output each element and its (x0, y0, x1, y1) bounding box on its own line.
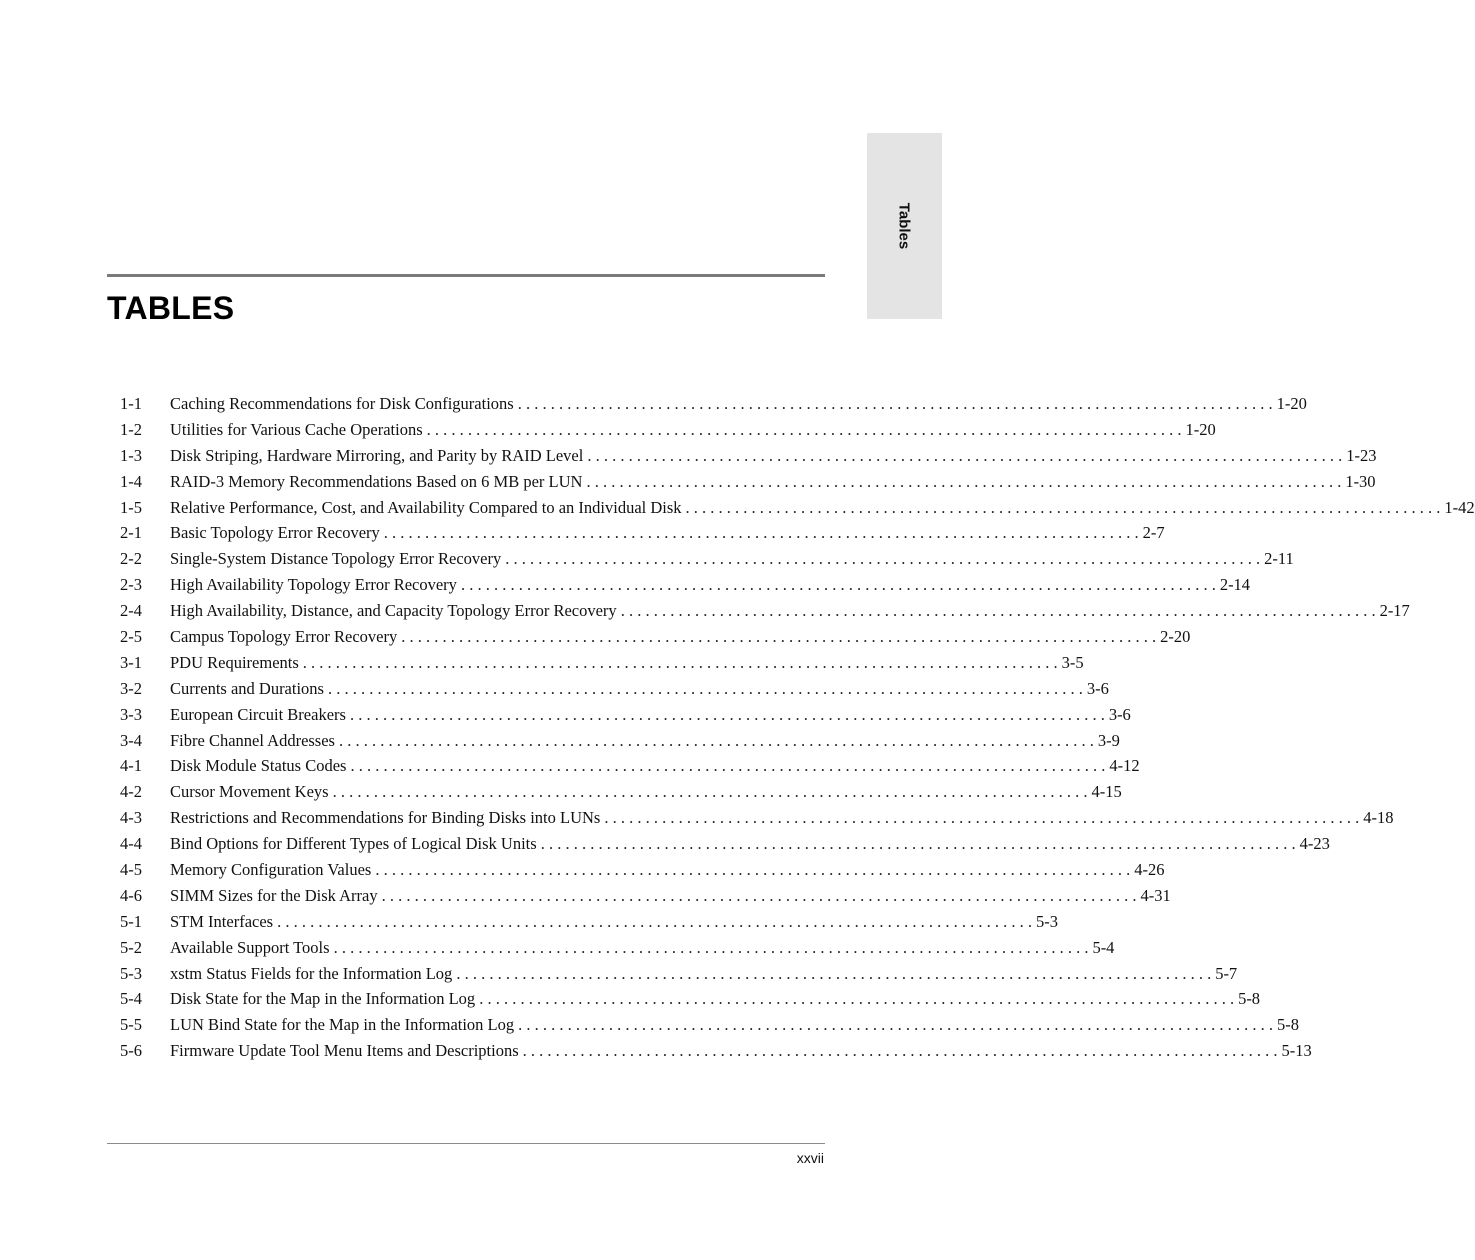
page-number: xxvii (796, 1150, 824, 1166)
toc-entry-title: Memory Configuration Values (170, 860, 372, 880)
toc-entry-page: 2-17 (1379, 601, 1410, 621)
dot-leader (456, 964, 1211, 984)
dot-leader (518, 394, 1273, 414)
dot-leader (277, 912, 1032, 932)
toc-entry[interactable] (120, 730, 1120, 757)
toc-entry-title: Basic Topology Error Recovery (170, 523, 380, 543)
toc-entry-title: High Availability, Distance, and Capacity Topology Error Recovery (170, 601, 617, 621)
toc-entry[interactable] (120, 1015, 1300, 1041)
toc-entry[interactable] (120, 808, 1394, 834)
dot-leader (382, 886, 1137, 906)
dot-leader (604, 808, 1359, 828)
toc-entry-number: 3-2 (120, 678, 142, 698)
dot-leader (384, 523, 1139, 543)
toc-entry-number: 1-4 (120, 471, 142, 491)
toc-entry-page: 2-11 (1264, 549, 1294, 569)
section-side-tab[interactable] (867, 133, 942, 319)
toc-entry-number: 3-1 (120, 652, 142, 672)
dot-leader (587, 446, 1342, 466)
toc-entry[interactable] (120, 756, 1140, 782)
toc-entry[interactable] (120, 704, 1131, 731)
toc-entry-page: 4-26 (1134, 860, 1165, 880)
toc-entry-title: Firmware Update Tool Menu Items and Descriptions (170, 1041, 519, 1061)
toc-entry-title: Disk State for the Map in the Information Log (170, 989, 476, 1009)
side-tab-label: Tables (895, 202, 913, 250)
toc-entry-number: 1-3 (120, 445, 142, 465)
toc-entry-title: Caching Recommendations for Disk Configurations (170, 394, 514, 413)
toc-entry[interactable] (120, 834, 1330, 860)
toc-entry-number: 4-4 (120, 834, 142, 854)
dot-leader (586, 472, 1341, 492)
dot-leader (333, 782, 1088, 802)
toc-entry-number: 4-5 (120, 860, 142, 880)
toc-entry-title: STM Interfaces (170, 911, 274, 931)
toc-entry-page: 5-4 (1092, 937, 1115, 957)
toc-entry-title: Utilities for Various Cache Operations (170, 419, 423, 439)
toc-entry-number: 2-1 (120, 523, 142, 543)
toc-entry-number: 1-1 (120, 394, 142, 413)
toc-entry[interactable] (120, 627, 1191, 653)
toc-entry-number: 1-5 (120, 497, 142, 517)
toc-entry-number: 5-1 (120, 911, 142, 931)
toc-entry[interactable] (120, 601, 1410, 627)
toc-entry[interactable] (120, 782, 1122, 808)
toc-entry-number: 4-2 (120, 782, 142, 802)
toc-entry[interactable] (120, 963, 1238, 990)
toc-entry-number: 2-2 (120, 549, 142, 569)
dot-leader (401, 627, 1156, 647)
toc-entry[interactable] (120, 497, 1475, 524)
toc-entry-number: 5-4 (120, 989, 142, 1009)
dot-leader (541, 834, 1296, 854)
dot-leader (375, 860, 1130, 880)
dot-leader (686, 498, 1441, 518)
toc-entry-page: 5-8 (1277, 1015, 1300, 1035)
dot-leader (339, 731, 1094, 751)
dot-leader (505, 549, 1260, 569)
tables-list (120, 394, 1475, 1067)
toc-entry-page: 5-8 (1238, 989, 1261, 1009)
toc-entry-page: 5-7 (1215, 963, 1238, 983)
toc-entry-title: Restrictions and Recommendations for Binding Disks into LUNs (170, 808, 601, 828)
toc-entry-title: Currents and Durations (170, 678, 324, 698)
toc-entry-number: 2-4 (120, 601, 142, 621)
toc-entry[interactable] (120, 989, 1261, 1015)
toc-entry-number: 5-2 (120, 937, 142, 957)
toc-entry-page: 2-20 (1160, 627, 1191, 647)
toc-entry[interactable] (120, 471, 1376, 498)
dot-leader (523, 1041, 1278, 1061)
toc-entry-title: PDU Requirements (170, 652, 299, 672)
toc-entry-title: Disk Module Status Codes (170, 756, 347, 776)
toc-entry-title: Campus Topology Error Recovery (170, 627, 398, 647)
toc-entry[interactable] (120, 394, 1307, 420)
dot-leader (350, 756, 1105, 776)
toc-entry-number: 2-5 (120, 627, 142, 647)
toc-entry-page: 4-15 (1091, 782, 1122, 802)
toc-entry-title: Disk Striping, Hardware Mirroring, and Parity by RAID Level (170, 445, 584, 465)
toc-entry-title: Single-System Distance Topology Error Recovery (170, 549, 502, 569)
dot-leader (303, 653, 1058, 673)
toc-entry-page: 1-30 (1345, 471, 1376, 491)
toc-entry-number: 2-3 (120, 575, 142, 595)
toc-entry-number: 4-3 (120, 808, 142, 828)
toc-entry-page: 3-5 (1061, 652, 1084, 672)
toc-entry[interactable] (120, 445, 1377, 472)
toc-entry[interactable] (120, 575, 1251, 601)
toc-entry-page: 5-3 (1035, 911, 1058, 931)
dot-leader (518, 1015, 1273, 1035)
toc-entry[interactable] (120, 911, 1058, 938)
toc-entry-number: 4-1 (120, 756, 142, 776)
toc-entry-page: 3-9 (1097, 730, 1120, 750)
toc-entry-title: xstm Status Fields for the Information Log (170, 963, 453, 983)
toc-entry[interactable] (120, 419, 1216, 446)
toc-entry-page: 3-6 (1108, 704, 1131, 724)
toc-entry[interactable] (120, 1041, 1312, 1067)
toc-entry-page: 5-13 (1281, 1041, 1312, 1061)
toc-entry-number: 4-6 (120, 885, 142, 905)
dot-leader (621, 601, 1376, 621)
toc-entry-page: 1-20 (1276, 394, 1307, 413)
toc-entry[interactable] (120, 885, 1171, 912)
dot-leader (328, 679, 1083, 699)
dot-leader (479, 989, 1234, 1009)
page-title: TABLES (107, 290, 235, 326)
toc-entry-page: 1-23 (1346, 445, 1377, 465)
dot-leader (350, 705, 1105, 725)
toc-entry-page: 2-7 (1142, 523, 1165, 543)
toc-entry-title: European Circuit Breakers (170, 704, 346, 724)
toc-entry-number: 1-2 (120, 419, 142, 439)
toc-entry-title: LUN Bind State for the Map in the Information Log (170, 1015, 515, 1035)
toc-entry-page: 1-42 (1444, 497, 1475, 517)
toc-entry-page: 3-6 (1086, 678, 1109, 698)
toc-entry-title: Relative Performance, Cost, and Availability Compared to an Individual Disk (170, 497, 682, 517)
toc-entry-title: RAID-3 Memory Recommendations Based on 6 MB per LUN (170, 471, 583, 491)
footer-divider (107, 1143, 825, 1144)
dot-leader (461, 575, 1216, 595)
toc-entry[interactable] (120, 860, 1165, 886)
dot-leader (334, 938, 1089, 958)
toc-entry[interactable] (120, 549, 1294, 575)
toc-entry-number: 5-5 (120, 1015, 142, 1035)
toc-entry-number: 5-6 (120, 1041, 142, 1061)
toc-entry-page: 2-14 (1219, 575, 1251, 595)
toc-entry-page: 4-18 (1363, 808, 1394, 828)
toc-entry-page: 4-12 (1109, 756, 1140, 776)
toc-entry[interactable] (120, 937, 1115, 964)
toc-entry-title: Cursor Movement Keys (170, 782, 329, 802)
toc-entry-title: Available Support Tools (170, 937, 330, 957)
title-divider (107, 274, 825, 277)
toc-entry-page: 4-23 (1299, 834, 1330, 854)
dot-leader (427, 420, 1182, 440)
toc-entry-title: SIMM Sizes for the Disk Array (170, 885, 378, 905)
toc-entry-page: 1-20 (1185, 419, 1216, 439)
toc-entry-number: 3-3 (120, 704, 142, 724)
toc-entry-number: 3-4 (120, 730, 142, 750)
toc-entry-number: 5-3 (120, 963, 142, 983)
toc-entry-title: High Availability Topology Error Recovery (170, 575, 457, 595)
toc-entry-title: Fibre Channel Addresses (170, 730, 335, 750)
toc-entry[interactable] (120, 678, 1109, 705)
toc-entry[interactable] (120, 523, 1165, 549)
toc-entry[interactable] (120, 652, 1084, 679)
toc-entry-title: Bind Options for Different Types of Logical Disk Units (170, 834, 537, 854)
toc-entry-page: 4-31 (1140, 885, 1171, 905)
